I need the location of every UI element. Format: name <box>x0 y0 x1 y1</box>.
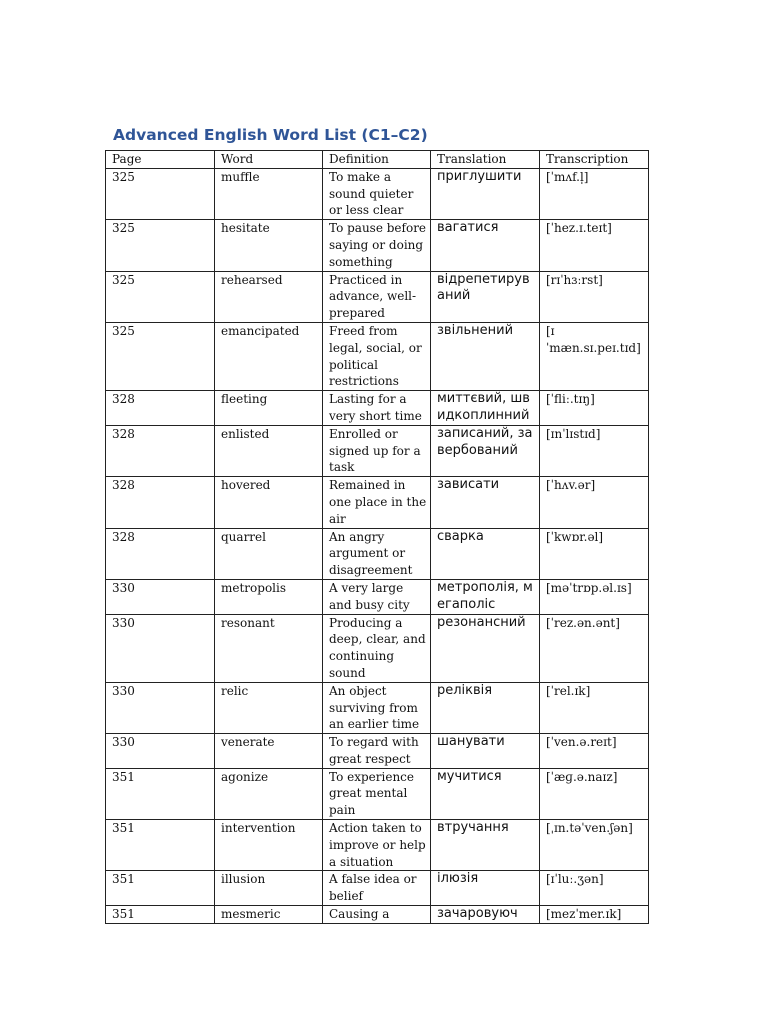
cell-page: 351 <box>106 820 215 871</box>
cell-translation: відрепетируваний <box>431 271 540 322</box>
cell-word: illusion <box>215 871 323 906</box>
cell-definition: A false idea or belief <box>323 871 431 906</box>
table-header-row <box>106 151 649 169</box>
cell-word: quarrel <box>215 528 323 579</box>
cell-word: hesitate <box>215 220 323 271</box>
cell-translation: вагатися <box>431 220 540 271</box>
cell-word: muffle <box>215 168 323 219</box>
cell-transcription: [ˈhez.ɪ.teɪt] <box>540 220 649 271</box>
document-title: Advanced English Word List (C1–C2) <box>113 126 428 144</box>
cell-translation: втручання <box>431 820 540 871</box>
cell-transcription: [ˈmʌf.l̩] <box>540 168 649 219</box>
header-page: Page <box>106 151 215 169</box>
cell-transcription: [ɪ ˈmæn.sɪ.peɪ.tɪd] <box>540 322 649 390</box>
cell-transcription: [ˌɪn.təˈven.ʃən] <box>540 820 649 871</box>
cell-definition: To pause before saying or doing something <box>323 220 431 271</box>
cell-page: 325 <box>106 322 215 390</box>
cell-definition: Lasting for a very short time <box>323 391 431 426</box>
table-row <box>106 579 649 614</box>
header-transcription: Transcription <box>540 151 649 169</box>
cell-page: 328 <box>106 425 215 476</box>
table-row <box>106 322 649 390</box>
cell-page: 330 <box>106 682 215 733</box>
table-row <box>106 871 649 906</box>
cell-translation: мучитися <box>431 768 540 819</box>
cell-word: fleeting <box>215 391 323 426</box>
cell-page: 330 <box>106 734 215 769</box>
cell-page: 328 <box>106 391 215 426</box>
cell-definition: An object surviving from an earlier time <box>323 682 431 733</box>
table-row <box>106 906 649 924</box>
cell-transcription: [məˈtrɒp.əl.ɪs] <box>540 579 649 614</box>
cell-definition: To regard with great respect <box>323 734 431 769</box>
table-row <box>106 734 649 769</box>
cell-transcription: [mezˈmer.ɪk] <box>540 906 649 924</box>
cell-transcription: [ˈrel.ɪk] <box>540 682 649 733</box>
cell-transcription: [ɪnˈlɪstɪd] <box>540 425 649 476</box>
header-word: Word <box>215 151 323 169</box>
cell-transcription: [ˈæɡ.ə.naɪz] <box>540 768 649 819</box>
header-translation: Translation <box>431 151 540 169</box>
cell-translation: метрополія, мегаполіс <box>431 579 540 614</box>
cell-translation: приглушити <box>431 168 540 219</box>
cell-word: intervention <box>215 820 323 871</box>
cell-page: 351 <box>106 871 215 906</box>
cell-definition: To experience great mental pain <box>323 768 431 819</box>
cell-transcription: [ˈrez.ən.ənt] <box>540 614 649 682</box>
cell-definition: Causing a <box>323 906 431 924</box>
cell-page: 325 <box>106 220 215 271</box>
cell-translation: зачаровуюч <box>431 906 540 924</box>
cell-word: mesmeric <box>215 906 323 924</box>
cell-translation: сварка <box>431 528 540 579</box>
cell-definition: Producing a deep, clear, and continuing sound <box>323 614 431 682</box>
cell-transcription: [ˈkwɒr.əl] <box>540 528 649 579</box>
cell-word: hovered <box>215 477 323 528</box>
cell-page: 328 <box>106 477 215 528</box>
cell-transcription: [ɪˈluː.ʒən] <box>540 871 649 906</box>
cell-word: rehearsed <box>215 271 323 322</box>
cell-definition: Practiced in advance, well-prepared <box>323 271 431 322</box>
cell-translation: резонансний <box>431 614 540 682</box>
table-row <box>106 614 649 682</box>
cell-transcription: [ˈven.ə.reɪt] <box>540 734 649 769</box>
cell-page: 351 <box>106 768 215 819</box>
cell-word: resonant <box>215 614 323 682</box>
cell-word: emancipated <box>215 322 323 390</box>
cell-page: 325 <box>106 168 215 219</box>
cell-page: 325 <box>106 271 215 322</box>
cell-definition: Action taken to improve or help a situation <box>323 820 431 871</box>
cell-definition: Freed from legal, social, or political restrictions <box>323 322 431 390</box>
cell-translation: реліквія <box>431 682 540 733</box>
table-row <box>106 220 649 271</box>
cell-page: 351 <box>106 906 215 924</box>
table-row <box>106 168 649 219</box>
cell-page: 328 <box>106 528 215 579</box>
cell-definition: A very large and busy city <box>323 579 431 614</box>
cell-page: 330 <box>106 614 215 682</box>
table-row <box>106 477 649 528</box>
cell-translation: ілюзія <box>431 871 540 906</box>
cell-word: agonize <box>215 768 323 819</box>
cell-word: metropolis <box>215 579 323 614</box>
cell-word: relic <box>215 682 323 733</box>
cell-word: enlisted <box>215 425 323 476</box>
cell-definition: Enrolled or signed up for a task <box>323 425 431 476</box>
cell-transcription: [ˈfliː.tɪŋ] <box>540 391 649 426</box>
cell-translation: шанувати <box>431 734 540 769</box>
cell-translation: звільнений <box>431 322 540 390</box>
header-definition: Definition <box>323 151 431 169</box>
table-row <box>106 425 649 476</box>
table-row <box>106 391 649 426</box>
table-row <box>106 682 649 733</box>
table-row <box>106 528 649 579</box>
cell-definition: An angry argument or disagreement <box>323 528 431 579</box>
cell-definition: Remained in one place in the air <box>323 477 431 528</box>
cell-transcription: [rɪˈhɜːrst] <box>540 271 649 322</box>
table-row <box>106 820 649 871</box>
cell-translation: зависати <box>431 477 540 528</box>
table-row <box>106 271 649 322</box>
cell-definition: To make a sound quieter or less clear <box>323 168 431 219</box>
cell-word: venerate <box>215 734 323 769</box>
word-list-table <box>105 150 649 924</box>
cell-page: 330 <box>106 579 215 614</box>
cell-translation: миттєвий, швидкоплинний <box>431 391 540 426</box>
cell-transcription: [ˈhʌv.ər] <box>540 477 649 528</box>
table-row <box>106 768 649 819</box>
cell-translation: записаний, завербований <box>431 425 540 476</box>
